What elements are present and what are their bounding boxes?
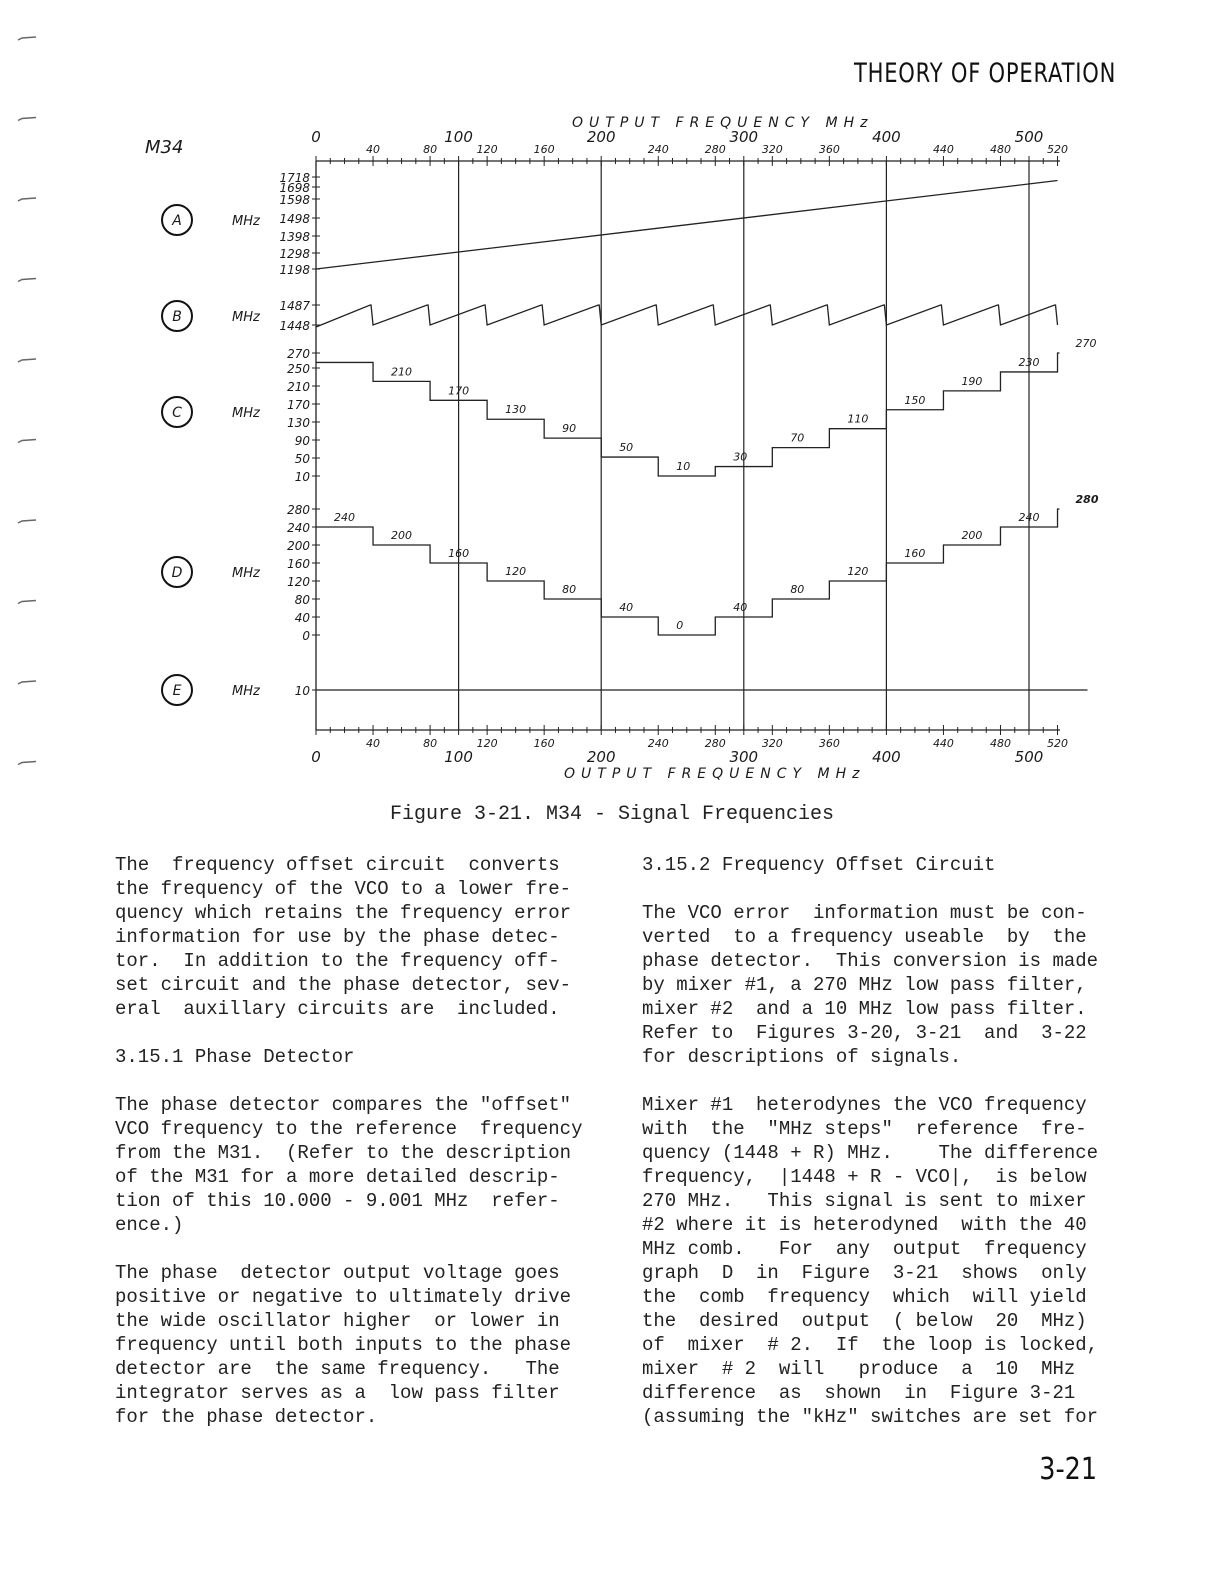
text-line: for the phase detector. bbox=[115, 1406, 378, 1428]
text-line: ence.) bbox=[115, 1214, 184, 1236]
top-axis-major-label: 500 bbox=[1014, 128, 1044, 146]
step-data-label: 40 bbox=[619, 601, 634, 614]
margin-tick bbox=[18, 681, 36, 684]
bottom-axis-major-label: 500 bbox=[1014, 748, 1044, 766]
bottom-axis-minor-label: 440 bbox=[932, 737, 954, 750]
step-data-label: 190 bbox=[961, 374, 983, 388]
text-line: the comb frequency which will yield bbox=[642, 1286, 1087, 1308]
margin-tick bbox=[18, 37, 36, 40]
bottom-axis-minor-label: 320 bbox=[761, 737, 783, 750]
y-tick-label: 1398 bbox=[279, 230, 310, 244]
graph-d bbox=[162, 493, 1099, 643]
bottom-axis-minor-label: 520 bbox=[1047, 737, 1069, 750]
step-data-label: 120 bbox=[505, 565, 527, 578]
text-line: phase detector. This conversion is made bbox=[642, 950, 1099, 972]
y-tick-label: 50 bbox=[294, 452, 310, 466]
step-data-label: 120 bbox=[847, 565, 869, 578]
top-axis-major-label: 100 bbox=[444, 128, 473, 146]
text-line: of the M31 for a more detailed descrip- bbox=[115, 1166, 560, 1188]
top-axis-major-label: 0 bbox=[311, 128, 321, 146]
top-axis-minor-label: 360 bbox=[818, 143, 840, 156]
graph-panels bbox=[162, 171, 1099, 705]
step-data-label: 80 bbox=[562, 583, 577, 596]
graph-unit-label: MHz bbox=[232, 684, 260, 699]
step-data-label: 230 bbox=[1018, 355, 1040, 369]
margin-tick bbox=[18, 601, 36, 604]
step-data-label: 160 bbox=[904, 547, 926, 560]
graph-marker-letter: D bbox=[171, 565, 183, 581]
y-tick-label: 1487 bbox=[279, 299, 310, 313]
y-tick-label: 1448 bbox=[279, 319, 310, 333]
page-header-title: THEORY OF OPERATION bbox=[853, 58, 1116, 89]
phase-detector-paragraph-1 bbox=[115, 1093, 585, 1237]
graph-c-steps bbox=[316, 353, 1060, 476]
top-axis-minor-label: 480 bbox=[989, 143, 1011, 156]
text-line: for descriptions of signals. bbox=[642, 1046, 962, 1068]
bottom-axis-major-label: 0 bbox=[311, 748, 321, 766]
y-tick-label: 1498 bbox=[279, 212, 310, 226]
step-data-label: 150 bbox=[904, 393, 926, 407]
text-line: Mixer #1 heterodynes the VCO frequency bbox=[642, 1094, 1087, 1116]
page-number: 3-21 bbox=[1039, 1452, 1097, 1487]
graph-c bbox=[162, 337, 1097, 484]
graph-marker-letter: B bbox=[172, 309, 182, 325]
text-line: #2 where it is heterodyned with the 40 bbox=[642, 1214, 1087, 1236]
text-line: tion of this 10.000 - 9.001 MHz refer- bbox=[115, 1190, 560, 1212]
step-data-label: 10 bbox=[676, 460, 691, 473]
step-data-label: 240 bbox=[1018, 511, 1040, 524]
graph-b bbox=[162, 299, 1058, 333]
bottom-axis-minor-label: 360 bbox=[818, 737, 840, 750]
step-data-label: 110 bbox=[847, 412, 869, 426]
step-data-label: 200 bbox=[961, 529, 983, 542]
text-line: detector are the same frequency. The bbox=[115, 1358, 560, 1380]
text-line: by mixer #1, a 270 MHz low pass filter, bbox=[642, 974, 1087, 996]
text-line: 270 MHz. This signal is sent to mixer bbox=[642, 1190, 1087, 1212]
section-heading-frequency-offset: 3.15.2 Frequency Offset Circuit bbox=[642, 854, 996, 876]
graph-marker-letter: E bbox=[172, 683, 182, 699]
top-axis-minor-label: 40 bbox=[366, 143, 381, 156]
margin-tick bbox=[18, 440, 36, 443]
margin-tick bbox=[18, 359, 36, 362]
text-line: Refer to Figures 3-20, 3-21 and 3-22 bbox=[642, 1022, 1087, 1044]
y-tick-label: 130 bbox=[287, 416, 310, 430]
step-data-label: 160 bbox=[448, 547, 470, 560]
step-data-label: 40 bbox=[733, 601, 748, 614]
margin-tick bbox=[18, 198, 36, 201]
y-tick-label: 240 bbox=[287, 521, 310, 535]
y-tick-label: 270 bbox=[287, 347, 310, 361]
y-tick-label: 210 bbox=[287, 380, 310, 394]
bottom-axis-major-label: 300 bbox=[729, 748, 759, 766]
y-tick-label: 280 bbox=[287, 503, 310, 517]
y-tick-label: 40 bbox=[294, 611, 310, 625]
graph-unit-label: MHz bbox=[232, 214, 260, 229]
bottom-axis-minor-label: 280 bbox=[704, 737, 726, 750]
y-tick-label: 1298 bbox=[279, 247, 310, 261]
top-axis-major-label: 200 bbox=[586, 128, 616, 146]
graph-unit-label: MHz bbox=[232, 310, 260, 325]
text-line: quency (1448 + R) MHz. The difference bbox=[642, 1142, 1099, 1164]
frequency-offset-paragraph-2 bbox=[642, 1093, 1112, 1429]
text-line: integrator serves as a low pass filter bbox=[115, 1382, 560, 1404]
y-tick-label: 0 bbox=[302, 629, 310, 643]
top-axis-minor-label: 80 bbox=[423, 143, 438, 156]
text-line: the desired output ( below 20 MHz) bbox=[642, 1310, 1087, 1332]
text-line: mixer #2 and a 10 MHz low pass filter. bbox=[642, 998, 1087, 1020]
graph-unit-label: MHz bbox=[232, 406, 260, 421]
text-line: from the M31. (Refer to the description bbox=[115, 1142, 572, 1164]
text-line: positive or negative to ultimately drive bbox=[115, 1286, 572, 1308]
bottom-axis-minor-label: 240 bbox=[647, 737, 669, 750]
text-line: information for use by the phase detec- bbox=[115, 926, 560, 948]
bottom-axis bbox=[311, 725, 1068, 782]
graph-marker-letter: C bbox=[172, 405, 182, 421]
step-data-label: 0 bbox=[676, 619, 684, 632]
graph-a-line bbox=[316, 181, 1058, 269]
text-line: set circuit and the phase detector, sev- bbox=[115, 974, 572, 996]
step-data-label: 200 bbox=[391, 529, 413, 542]
text-line: tor. In addition to the frequency off- bbox=[115, 950, 560, 972]
text-line: The frequency offset circuit converts bbox=[115, 854, 560, 876]
step-data-label: 130 bbox=[505, 403, 527, 417]
module-label: M34 bbox=[145, 137, 184, 158]
bottom-axis-major-label: 100 bbox=[444, 748, 473, 766]
text-line: graph D in Figure 3-21 shows only bbox=[642, 1262, 1087, 1284]
top-axis bbox=[311, 115, 1068, 166]
bottom-axis-title: OUTPUT FREQUENCY MHz bbox=[564, 766, 866, 782]
y-tick-label: 90 bbox=[294, 434, 310, 448]
graph-a bbox=[162, 171, 1058, 277]
text-line: the frequency of the VCO to a lower fre- bbox=[115, 878, 572, 900]
text-line: frequency until both inputs to the phase bbox=[115, 1334, 572, 1356]
y-tick-label: 200 bbox=[287, 539, 310, 553]
text-line: MHz comb. For any output frequency bbox=[642, 1238, 1087, 1260]
top-axis-minor-label: 320 bbox=[761, 143, 783, 156]
graph-marker-letter: A bbox=[172, 213, 182, 229]
graph-e bbox=[162, 675, 1088, 705]
y-tick-label: 1718 bbox=[279, 171, 310, 185]
top-axis-major-label: 300 bbox=[729, 128, 759, 146]
y-tick-label: 1198 bbox=[279, 263, 310, 277]
top-axis-major-label: 400 bbox=[872, 128, 901, 146]
step-data-label: 30 bbox=[733, 450, 748, 464]
text-line: mixer # 2 will produce a 10 MHz bbox=[642, 1358, 1076, 1380]
margin-tick bbox=[18, 762, 36, 765]
top-axis-minor-label: 120 bbox=[476, 143, 498, 156]
y-tick-label: 10 bbox=[294, 470, 310, 484]
text-line: eral auxillary circuits are included. bbox=[115, 998, 560, 1020]
right-column bbox=[642, 853, 1112, 1429]
step-data-label: 280 bbox=[1075, 493, 1099, 506]
step-data-label: 170 bbox=[448, 384, 470, 398]
bottom-axis-minor-label: 80 bbox=[423, 737, 438, 750]
margin-tick bbox=[18, 118, 36, 121]
bottom-axis-minor-label: 480 bbox=[989, 737, 1011, 750]
step-data-label: 80 bbox=[790, 583, 805, 596]
step-data-label: 240 bbox=[334, 511, 355, 524]
margin-tick bbox=[18, 520, 36, 523]
top-axis-minor-label: 240 bbox=[647, 143, 669, 156]
text-line: with the "MHz steps" reference fre- bbox=[642, 1118, 1087, 1140]
top-axis-title: OUTPUT FREQUENCY MHz bbox=[572, 115, 874, 131]
step-data-label: 270 bbox=[1075, 337, 1097, 350]
frequency-offset-paragraph-1 bbox=[642, 901, 1112, 1069]
bottom-axis-major-label: 400 bbox=[872, 748, 901, 766]
y-tick-label: 1698 bbox=[279, 181, 310, 195]
y-tick-label: 80 bbox=[294, 593, 310, 607]
section-heading-phase-detector: 3.15.1 Phase Detector bbox=[115, 1046, 355, 1068]
figure-caption: Figure 3-21. M34 - Signal Frequencies bbox=[389, 803, 835, 826]
text-line: VCO frequency to the reference frequency bbox=[115, 1118, 583, 1140]
step-data-label: 210 bbox=[391, 365, 413, 379]
graph-b-sawtooth bbox=[316, 305, 1058, 327]
text-line: frequency, |1448 + R - VCO|, is below bbox=[642, 1166, 1087, 1188]
text-line: (assuming the "kHz" switches are set for bbox=[642, 1406, 1099, 1428]
y-tick-label: 120 bbox=[287, 575, 310, 589]
top-axis-minor-label: 160 bbox=[533, 143, 555, 156]
graph-unit-label: MHz bbox=[232, 566, 260, 581]
intro-paragraph bbox=[115, 853, 585, 1021]
text-line: The VCO error information must be con- bbox=[642, 902, 1087, 924]
step-data-label: 90 bbox=[562, 422, 577, 436]
y-tick-label: 170 bbox=[287, 398, 310, 412]
y-tick-label: 160 bbox=[287, 557, 310, 571]
margin-ticks bbox=[18, 37, 36, 765]
text-line: quency which retains the frequency error bbox=[115, 902, 572, 924]
top-axis-minor-label: 520 bbox=[1047, 143, 1069, 156]
text-line: the wide oscillator higher or lower in bbox=[115, 1310, 560, 1332]
bottom-axis-major-label: 200 bbox=[586, 748, 616, 766]
y-tick-label: 10 bbox=[294, 684, 310, 698]
text-line: The phase detector compares the "offset" bbox=[115, 1094, 572, 1116]
left-column bbox=[115, 853, 585, 1429]
text-line: of mixer # 2. If the loop is locked, bbox=[642, 1334, 1099, 1356]
vertical-gridlines bbox=[316, 161, 1029, 730]
step-data-label: 70 bbox=[790, 431, 805, 445]
margin-tick bbox=[18, 279, 36, 282]
bottom-axis-minor-label: 40 bbox=[366, 737, 381, 750]
step-data-label: 50 bbox=[619, 441, 634, 455]
graph-d-steps bbox=[316, 509, 1060, 635]
text-line: difference as shown in Figure 3-21 bbox=[642, 1382, 1076, 1404]
bottom-axis-minor-label: 120 bbox=[476, 737, 498, 750]
text-line: verted to a frequency useable by the bbox=[642, 926, 1087, 948]
y-tick-label: 1598 bbox=[279, 193, 310, 207]
bottom-axis-minor-label: 160 bbox=[533, 737, 555, 750]
phase-detector-paragraph-2 bbox=[115, 1261, 585, 1429]
y-tick-label: 250 bbox=[287, 362, 310, 376]
text-line: The phase detector output voltage goes bbox=[115, 1262, 560, 1284]
top-axis-minor-label: 440 bbox=[932, 143, 954, 156]
top-axis-minor-label: 280 bbox=[704, 143, 726, 156]
